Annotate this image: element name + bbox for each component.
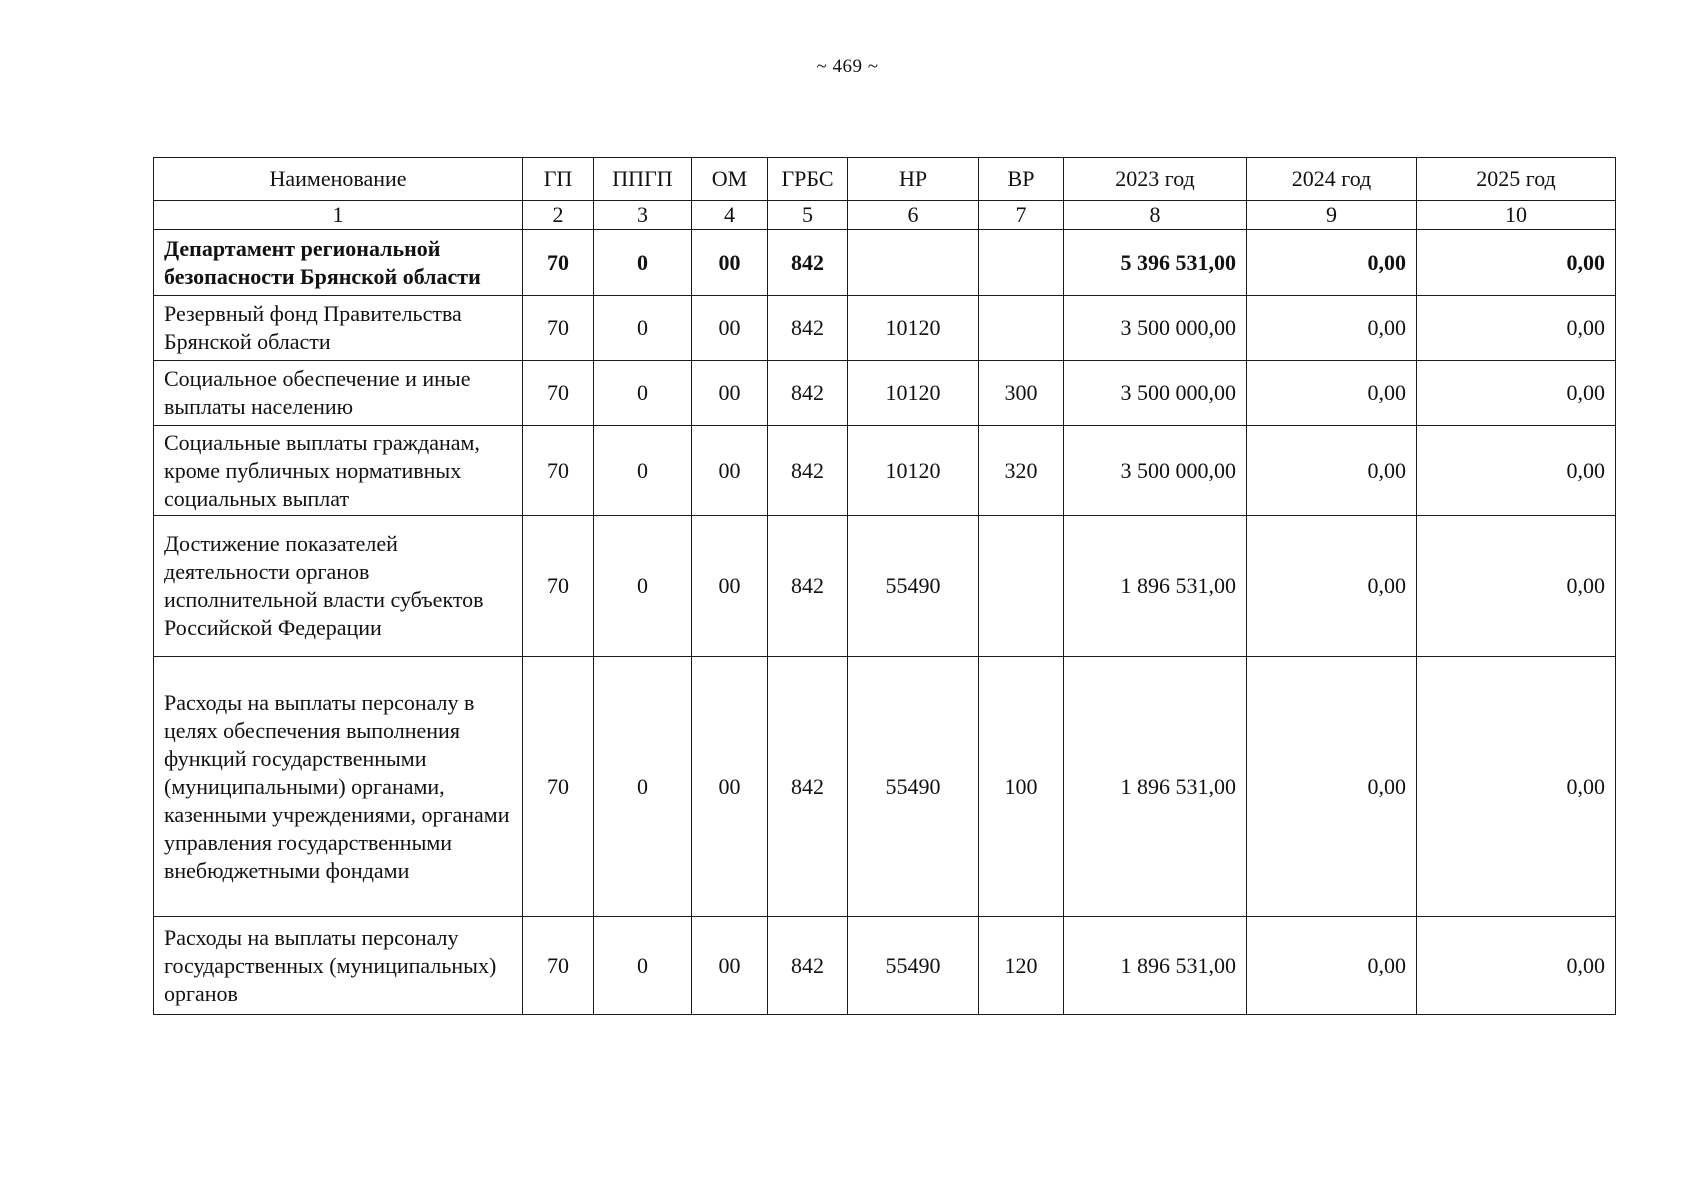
cell-2023: 5 396 531,00 [1064,230,1247,296]
cell-grbs: 842 [768,230,848,296]
column-header: ППГП [594,158,692,201]
cell-nr: 55490 [848,917,979,1015]
cell-om: 00 [692,296,768,361]
cell-om: 00 [692,230,768,296]
page-number: ~ 469 ~ [816,56,879,77]
cell-gp: 70 [523,516,594,657]
cell-vr: 320 [979,426,1064,516]
table-row [154,917,1616,1015]
column-number: 6 [848,201,979,230]
cell-gp: 70 [523,917,594,1015]
cell-grbs: 842 [768,426,848,516]
cell-vr [979,230,1064,296]
column-header: ОМ [692,158,768,201]
column-header: Наименование [154,158,523,201]
cell-nr: 10120 [848,426,979,516]
table-row [154,516,1616,657]
cell-om: 00 [692,657,768,917]
row-name: Социальные выплаты гражданам, кроме публичных нормативных социальных выплат [154,426,523,516]
cell-2024: 0,00 [1247,230,1417,296]
column-number: 2 [523,201,594,230]
cell-om: 00 [692,361,768,426]
cell-gp: 70 [523,230,594,296]
cell-om: 00 [692,516,768,657]
cell-gp: 70 [523,361,594,426]
column-header: ВР [979,158,1064,201]
column-header: ГП [523,158,594,201]
cell-nr: 10120 [848,361,979,426]
cell-2024: 0,00 [1247,426,1417,516]
cell-om: 00 [692,426,768,516]
cell-ppgp: 0 [594,361,692,426]
cell-2023: 1 896 531,00 [1064,516,1247,657]
table-header-row [154,158,1616,201]
column-number: 3 [594,201,692,230]
row-name: Социальное обеспечение и иные выплаты населению [154,361,523,426]
cell-vr: 120 [979,917,1064,1015]
column-number: 5 [768,201,848,230]
cell-nr: 10120 [848,296,979,361]
column-number: 10 [1417,201,1616,230]
column-header: ГРБС [768,158,848,201]
cell-vr: 100 [979,657,1064,917]
cell-2023: 3 500 000,00 [1064,361,1247,426]
cell-grbs: 842 [768,516,848,657]
cell-nr [848,230,979,296]
table-row [154,230,1616,296]
cell-vr: 300 [979,361,1064,426]
cell-2024: 0,00 [1247,361,1417,426]
cell-2025: 0,00 [1417,230,1616,296]
cell-gp: 70 [523,426,594,516]
cell-ppgp: 0 [594,917,692,1015]
cell-2024: 0,00 [1247,917,1417,1015]
cell-nr: 55490 [848,516,979,657]
cell-grbs: 842 [768,917,848,1015]
cell-gp: 70 [523,296,594,361]
cell-2025: 0,00 [1417,657,1616,917]
cell-om: 00 [692,917,768,1015]
row-name: Достижение показателей деятельности органов исполнительной власти субъектов Российской Федерации [154,516,523,657]
row-name: Резервный фонд Правительства Брянской области [154,296,523,361]
cell-ppgp: 0 [594,296,692,361]
row-name: Расходы на выплаты персоналу в целях обеспечения выполнения функций государственными (муниципальными) органами, казенными учреждениями, органами управления государственными внебюджетными фондами [154,657,523,917]
row-name: Департамент региональной безопасности Брянской области [154,230,523,296]
cell-2023: 3 500 000,00 [1064,296,1247,361]
column-number: 9 [1247,201,1417,230]
row-name: Расходы на выплаты персоналу государственных (муниципальных) органов [154,917,523,1015]
cell-grbs: 842 [768,296,848,361]
cell-grbs: 842 [768,361,848,426]
cell-vr [979,516,1064,657]
cell-2023: 1 896 531,00 [1064,917,1247,1015]
cell-2025: 0,00 [1417,296,1616,361]
cell-2025: 0,00 [1417,361,1616,426]
cell-2023: 3 500 000,00 [1064,426,1247,516]
budget-table [153,157,1616,1015]
cell-2025: 0,00 [1417,917,1616,1015]
column-header: 2025 год [1417,158,1616,201]
cell-ppgp: 0 [594,657,692,917]
cell-ppgp: 0 [594,230,692,296]
cell-2025: 0,00 [1417,516,1616,657]
cell-ppgp: 0 [594,516,692,657]
cell-grbs: 842 [768,657,848,917]
cell-gp: 70 [523,657,594,917]
cell-2024: 0,00 [1247,296,1417,361]
column-number: 8 [1064,201,1247,230]
column-header: 2023 год [1064,158,1247,201]
cell-2025: 0,00 [1417,426,1616,516]
table-row [154,361,1616,426]
column-number: 1 [154,201,523,230]
column-number: 7 [979,201,1064,230]
cell-2024: 0,00 [1247,516,1417,657]
cell-nr: 55490 [848,657,979,917]
column-number-row [154,201,1616,230]
column-header: НР [848,158,979,201]
column-header: 2024 год [1247,158,1417,201]
table-row [154,296,1616,361]
cell-vr [979,296,1064,361]
cell-ppgp: 0 [594,426,692,516]
table-row [154,426,1616,516]
table-row [154,657,1616,917]
cell-2023: 1 896 531,00 [1064,657,1247,917]
cell-2024: 0,00 [1247,657,1417,917]
column-number: 4 [692,201,768,230]
